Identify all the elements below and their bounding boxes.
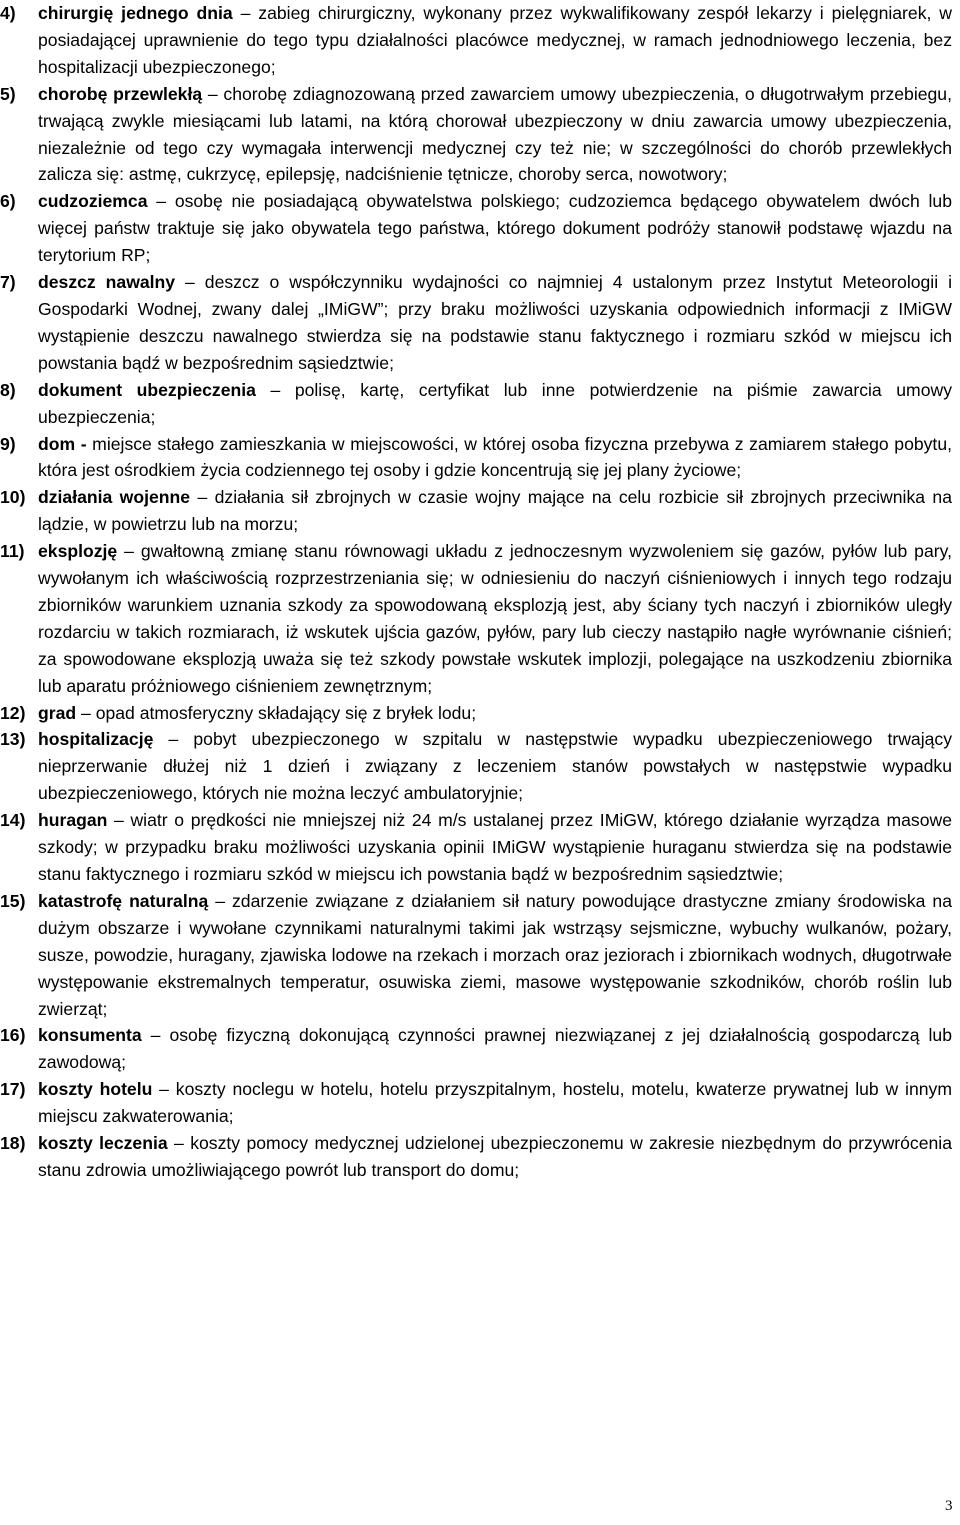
defined-term: deszcz nawalny <box>38 272 176 293</box>
item-number: 17) <box>0 1079 26 1100</box>
defined-term: chorobę przewlekłą <box>38 83 203 104</box>
definition-item <box>0 1130 952 1184</box>
definition-text: – opad atmosferyczny składający się z bryłek lodu; <box>76 702 477 723</box>
definition-text: – gwałtowną zmianę stanu równowagi układu z jednoczesnym wyzwoleniem się gazów, pyłów lub pary, wywołanym ich właściwością rozprzestrzeniania się; w odniesieniu do naczyń ciśnieniowych i innych tego rodzaju zbiorników warunkiem uznania szkody za spowodowaną eksplozją jest, aby ściany tych naczyń i zbiorników uległy rozdarciu w takich rozmiarach, iż wskutek ujścia gazów, pyłów, pary lub cieczy nastąpiło nagłe wyrównanie ciśnień; za spowodowane eksplozją uważa się też szkody powstałe wskutek implozji, polegające na uszkodzeniu zbiornika lub aparatu próżniowego ciśnieniem zewnętrznym; <box>38 541 952 696</box>
defined-term: grad <box>38 702 77 723</box>
definition-text: – zdarzenie związane z działaniem sił natury powodujące drastyczne zmiany środowiska na dużym obszarze i wywołane czynnikami naturalnymi takimi jak wstrząsy sejsmiczne, wybuchy wulkanów, pożary, susze, powodzie, huragany, zjawiska lodowe na rzekach i morzach oraz jeziorach i zbiornikach wodnych, długotrwałe występowanie ekstremalnych temperatur, osuwiska ziemi, masowe występowanie szkodników, chorób roślin lub zwierząt; <box>38 890 952 1019</box>
item-number: 8) <box>0 379 16 400</box>
definition-item <box>0 888 952 1023</box>
item-number: 6) <box>0 191 16 212</box>
defined-term: hospitalizację <box>38 729 154 750</box>
defined-term: koszty leczenia <box>38 1133 168 1154</box>
definition-item <box>0 377 952 431</box>
definition-item <box>0 484 952 538</box>
defined-term: dokument ubezpieczenia <box>38 379 256 400</box>
definition-item <box>0 700 952 727</box>
definition-item <box>0 81 952 189</box>
defined-term: chirurgię jednego dnia <box>38 3 233 23</box>
item-number: 10) <box>0 487 26 508</box>
definition-item <box>0 269 952 377</box>
definition-text: – osobę fizyczną dokonującą czynności prawnej niezwiązanej z jej działalnością gospodarczą lub zawodową; <box>38 1025 952 1073</box>
definition-text: – działania sił zbrojnych w czasie wojny mające na celu rozbicie sił zbrojnych przeciwnika na lądzie, w powietrzu lub na morzu; <box>38 487 952 535</box>
defined-term: katastrofę naturalną <box>38 890 209 911</box>
definition-item <box>0 431 952 485</box>
item-number: 5) <box>0 83 16 104</box>
definition-text: – koszty noclegu w hotelu, hotelu przyszpitalnym, hostelu, motelu, kwaterze prywatnej lub w innym miejscu zakwaterowania; <box>38 1079 952 1127</box>
defined-term: cudzoziemca <box>38 191 148 212</box>
defined-term: huragan <box>38 810 108 831</box>
definition-text: – koszty pomocy medycznej udzielonej ubezpieczonemu w zakresie niezbędnym do przywrócenia stanu zdrowia umożliwiającego powrót lub transport do domu; <box>38 1133 952 1180</box>
item-number: 9) <box>0 433 16 454</box>
definition-text: – pobyt ubezpieczonego w szpitalu w następstwie wypadku ubezpieczeniowego trwający nieprzerwanie dłużej niż 1 dzień i związany z leczeniem stanów powstałych w następstwie wypadku ubezpieczeniowego, których nie można leczyć ambulatoryjnie; <box>38 729 952 804</box>
item-number: 11) <box>0 541 25 562</box>
definition-item <box>0 538 952 699</box>
definition-item <box>0 1022 952 1076</box>
defined-term: koszty hotelu <box>38 1079 153 1100</box>
item-number: 12) <box>0 702 26 723</box>
item-number: 7) <box>0 272 16 293</box>
item-number: 16) <box>0 1025 26 1046</box>
definition-text: – chorobę zdiagnozowaną przed zawarciem umowy ubezpieczenia, o długotrwałym przebiegu, trwającą zwykle miesiącami lub latami, na którą chorował ubezpieczony w dniu zawarcia umowy ubezpieczenia, niezależnie od tego czy wymagała interwencji medycznej czy też nie; w szczególności do chorób przewlekłych zalicza się: astmę, cukrzycę, epilepsję, nadciśnienie tętnicze, choroby serca, nowotwory; <box>38 83 952 185</box>
definition-item <box>0 188 952 269</box>
item-number: 4) <box>0 3 16 23</box>
definition-item <box>0 807 952 888</box>
page-number: 3 <box>945 1498 953 1514</box>
definition-item <box>0 726 952 807</box>
definition-text: – deszcz o współczynniku wydajności co najmniej 4 ustalonym przez Instytut Meteorologii i Gospodarki Wodnej, zwany dalej „IMiGW”; przy braku możliwości uzyskania odpowiednich informacji z IMiGW wystąpienie deszczu nawalnego stwierdza się na podstawie stanu faktycznego i rozmiaru szkód w miejscu ich powstania bądź w bezpośrednim sąsiedztwie; <box>38 272 952 373</box>
definition-text: – osobę nie posiadającą obywatelstwa polskiego; cudzoziemca będącego obywatelem dwóch lub więcej państw traktuje się jako obywatela tego państwa, którego dokument podróży stanowił podstawę wjazdu na terytorium RP; <box>38 191 952 266</box>
defined-term: eksplozję <box>38 541 118 562</box>
definition-item <box>0 0 952 81</box>
item-number: 18) <box>0 1133 26 1154</box>
definition-text: – zabieg chirurgiczny, wykonany przez wykwalifikowany zespół lekarzy i pielęgniarek, w posiadającej uprawnienie do tego typu działalności placówce medycznej, w ramach jednodniowego leczenia, bez hospitalizacji ubezpieczonego; <box>38 3 952 77</box>
item-number: 14) <box>0 810 26 831</box>
item-number: 15) <box>0 890 26 911</box>
defined-term: konsumenta <box>38 1025 142 1046</box>
definition-text: – wiatr o prędkości nie mniejszej niż 24 m/s ustalanej przez IMiGW, którego działanie wyrządza masowe szkody; w przypadku braku możliwości uzyskania opinii IMiGW wystąpienie huraganu stwierdza się na podstawie stanu faktycznego i rozmiaru szkód w miejscu ich powstania bądź w bezpośrednim sąsiedztwie; <box>38 810 952 884</box>
definition-text: miejsce stałego zamieszkania w miejscowości, w której osoba fizyczna przebywa z zamiarem stałego pobytu, która jest ośrodkiem życia codziennego tej osoby i gdzie koncentrują się jej plany życiowe; <box>38 433 952 481</box>
defined-term: działania wojenne <box>38 487 191 508</box>
definition-text: – polisę, kartę, certyfikat lub inne potwierdzenie na piśmie zawarcia umowy ubezpieczenia; <box>38 379 952 427</box>
defined-term: dom - <box>38 433 87 454</box>
definition-item <box>0 1076 952 1130</box>
item-number: 13) <box>0 729 26 750</box>
